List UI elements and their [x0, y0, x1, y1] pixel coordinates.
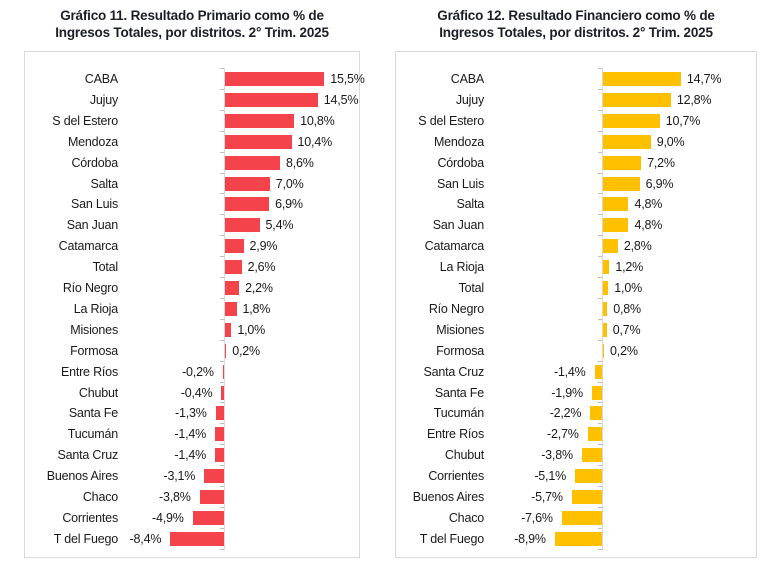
category-label: S del Estero: [418, 113, 484, 128]
value-label: 1,8%: [242, 301, 271, 316]
bar: [200, 490, 224, 504]
value-label: -1,4%: [553, 364, 586, 379]
category-label: Entre Ríos: [60, 364, 118, 379]
bar: [603, 218, 628, 232]
bar: [225, 135, 292, 149]
value-label: 0,7%: [612, 322, 641, 337]
chart-12-plot: [396, 52, 756, 557]
category-label: Entre Ríos: [426, 427, 484, 442]
axis-tick: [598, 110, 602, 111]
value-label: 6,9%: [275, 197, 303, 212]
axis-tick: [598, 382, 602, 383]
value-label: 1,2%: [615, 260, 644, 275]
bar: [588, 427, 602, 441]
category-label: Córdoba: [437, 155, 484, 170]
axis-tick: [220, 173, 224, 174]
category-label: Tucumán: [67, 427, 118, 442]
value-label: -2,2%: [549, 406, 582, 421]
category-label: Chubut: [78, 385, 118, 400]
category-label: Tucumán: [433, 406, 484, 421]
category-label: Salta: [90, 176, 118, 191]
axis-tick: [220, 319, 224, 320]
value-label: 10,4%: [297, 134, 332, 149]
bar: [575, 469, 602, 483]
bar: [225, 72, 324, 86]
axis-tick: [220, 152, 224, 153]
category-label: Chubut: [444, 448, 484, 463]
category-label: CABA: [84, 72, 118, 86]
bar: [603, 344, 604, 358]
axis-tick: [220, 340, 224, 341]
value-label: 8,6%: [286, 155, 314, 170]
axis-tick: [598, 235, 602, 236]
axis-tick: [598, 340, 602, 341]
value-label: -5,1%: [534, 469, 566, 484]
category-label: Misiones: [70, 322, 118, 337]
bar: [603, 239, 618, 253]
axis-tick: [598, 89, 602, 90]
axis-tick: [598, 507, 602, 508]
axis-tick: [220, 444, 224, 445]
category-label: La Rioja: [439, 260, 484, 275]
axis-tick: [220, 298, 224, 299]
bar: [225, 302, 237, 316]
value-label: -7,6%: [521, 510, 553, 525]
chart-11-title: [24, 7, 360, 41]
category-label: T del Fuego: [419, 531, 484, 546]
value-label: -0,4%: [180, 385, 213, 400]
bar: [225, 260, 242, 274]
axis-tick: [598, 319, 602, 320]
axis-tick: [220, 68, 224, 69]
bar: [193, 511, 224, 525]
axis-tick: [598, 549, 602, 550]
category-label: Río Negro: [62, 281, 118, 295]
axis-tick: [220, 402, 224, 403]
axis-tick: [220, 423, 224, 424]
bar: [216, 406, 224, 420]
value-label: 14,5%: [323, 92, 359, 107]
value-label: -8,4%: [129, 531, 162, 546]
category-label: Mendoza: [433, 134, 484, 149]
category-label: Mendoza: [67, 134, 118, 149]
axis-tick: [220, 89, 224, 90]
bar: [603, 281, 608, 295]
value-label: -1,3%: [175, 406, 207, 421]
category-label: Corrientes: [62, 510, 118, 525]
axis-tick: [598, 402, 602, 403]
value-label: 14,7%: [686, 72, 722, 86]
bar: [603, 135, 651, 149]
axis-tick: [598, 152, 602, 153]
value-label: 7,2%: [647, 155, 675, 170]
bar: [603, 302, 607, 316]
category-label: Total: [458, 281, 484, 295]
value-label: -3,8%: [541, 448, 573, 463]
chart-11-panel: [24, 51, 365, 558]
axis-tick: [598, 298, 602, 299]
axis-tick: [220, 465, 224, 466]
value-label: 6,9%: [645, 176, 674, 191]
axis-tick: [220, 193, 224, 194]
axis-tick: [598, 214, 602, 215]
value-label: 2,6%: [247, 260, 276, 275]
bar: [204, 469, 224, 483]
bar: [221, 386, 224, 400]
axis-tick: [220, 528, 224, 529]
axis-tick: [598, 444, 602, 445]
value-label: -3,1%: [163, 469, 196, 484]
bar: [590, 406, 602, 420]
value-label: 7,0%: [275, 176, 304, 191]
chart-12-title-line-2: Ingresos Totales, por distritos. 2° Trim. 2025: [439, 25, 713, 40]
axis-tick: [220, 256, 224, 257]
bar: [225, 93, 318, 107]
category-label: Chaco: [448, 510, 484, 525]
category-label: Catamarca: [424, 239, 484, 254]
category-label: Total: [92, 260, 118, 275]
category-label: San Juan: [66, 218, 118, 233]
axis-tick: [220, 277, 224, 278]
axis-tick: [598, 193, 602, 194]
category-label: Santa Cruz: [57, 448, 118, 463]
bar: [215, 427, 224, 441]
axis-tick: [598, 361, 602, 362]
bar: [225, 114, 294, 128]
chart-12-title: [395, 7, 757, 41]
chart-11-title-line-2: Ingresos Totales, por distritos. 2° Trim. 2025: [55, 25, 329, 40]
value-label: -3,8%: [159, 490, 191, 504]
value-label: 0,8%: [613, 301, 641, 316]
category-label: Formosa: [436, 343, 484, 358]
value-label: 2,2%: [245, 281, 273, 295]
axis-tick: [220, 235, 224, 236]
chart-12-title-line-1: Gráfico 12. Resultado Financiero como % de: [437, 8, 715, 23]
bar: [603, 72, 681, 86]
axis-tick: [220, 214, 224, 215]
category-label: Córdoba: [71, 155, 118, 170]
value-label: 15,5%: [330, 72, 365, 86]
value-label: -0,2%: [182, 364, 214, 379]
bar: [215, 448, 224, 462]
axis-tick: [220, 486, 224, 487]
value-label: 4,8%: [634, 197, 663, 212]
bar: [572, 490, 602, 504]
bar: [603, 156, 641, 170]
bar: [225, 156, 280, 170]
value-label: 1,0%: [614, 281, 642, 295]
axis-tick: [598, 465, 602, 466]
value-label: 0,2%: [610, 343, 638, 358]
value-label: -1,4%: [174, 427, 207, 442]
value-label: -1,4%: [174, 448, 207, 463]
category-label: Santa Cruz: [423, 364, 484, 379]
axis-tick: [598, 68, 602, 69]
value-label: 0,2%: [232, 343, 260, 358]
bar: [170, 532, 224, 546]
axis-tick: [598, 256, 602, 257]
bar: [595, 365, 602, 379]
value-label: -2,7%: [547, 427, 579, 442]
bar: [225, 281, 239, 295]
axis-tick: [220, 131, 224, 132]
bar: [562, 511, 602, 525]
axis-tick: [598, 173, 602, 174]
axis-tick: [598, 423, 602, 424]
category-label: Buenos Aires: [46, 469, 118, 484]
value-label: -1,9%: [551, 385, 583, 400]
bar: [223, 365, 224, 379]
axis-tick: [598, 528, 602, 529]
category-label: Misiones: [436, 322, 484, 337]
value-label: 2,9%: [249, 239, 278, 254]
value-label: -4,9%: [151, 510, 184, 525]
bar: [603, 323, 607, 337]
category-label: Santa Fe: [434, 385, 484, 400]
axis-tick: [220, 507, 224, 508]
bar: [225, 323, 231, 337]
value-label: 12,8%: [676, 92, 712, 107]
category-label: Jujuy: [455, 92, 484, 107]
category-label: T del Fuego: [53, 531, 118, 546]
axis-tick: [220, 549, 224, 550]
bar: [225, 197, 269, 211]
value-label: 2,8%: [623, 239, 652, 254]
category-label: Río Negro: [428, 301, 484, 316]
category-label: Buenos Aires: [412, 490, 484, 504]
category-label: Salta: [456, 197, 484, 212]
category-label: CABA: [450, 72, 484, 86]
axis-tick: [598, 277, 602, 278]
category-label: Jujuy: [89, 92, 118, 107]
chart-12-panel: [395, 51, 757, 558]
axis-tick: [220, 110, 224, 111]
value-label: 9,0%: [656, 134, 685, 149]
category-label: Corrientes: [428, 469, 484, 484]
axis-tick: [598, 486, 602, 487]
axis-tick: [598, 131, 602, 132]
category-label: La Rioja: [73, 301, 118, 316]
axis-tick: [220, 361, 224, 362]
bar: [603, 197, 628, 211]
value-label: 1,0%: [237, 322, 266, 337]
bar: [603, 114, 660, 128]
value-label: -8,9%: [514, 531, 546, 546]
bar: [225, 239, 244, 253]
category-label: Catamarca: [58, 239, 118, 254]
category-label: Santa Fe: [68, 406, 118, 421]
category-label: Chaco: [82, 490, 118, 504]
bar: [225, 177, 270, 191]
bar: [603, 260, 609, 274]
bar: [603, 93, 671, 107]
bar: [582, 448, 602, 462]
category-label: San Luis: [436, 176, 484, 191]
value-label: -5,7%: [531, 490, 563, 504]
category-label: Formosa: [70, 343, 118, 358]
bar: [225, 218, 260, 232]
category-label: San Luis: [70, 197, 118, 212]
bar: [225, 344, 226, 358]
category-label: S del Estero: [52, 113, 118, 128]
category-label: San Juan: [432, 218, 484, 233]
chart-11-plot: [25, 52, 365, 557]
value-label: 10,7%: [665, 113, 701, 128]
chart-11-title-line-1: Gráfico 11. Resultado Primario como % de: [60, 8, 324, 23]
value-label: 5,4%: [265, 218, 294, 233]
bar: [592, 386, 602, 400]
axis-tick: [220, 382, 224, 383]
value-label: 10,8%: [300, 113, 335, 128]
bar: [555, 532, 602, 546]
value-label: 4,8%: [634, 218, 663, 233]
bar: [603, 177, 640, 191]
